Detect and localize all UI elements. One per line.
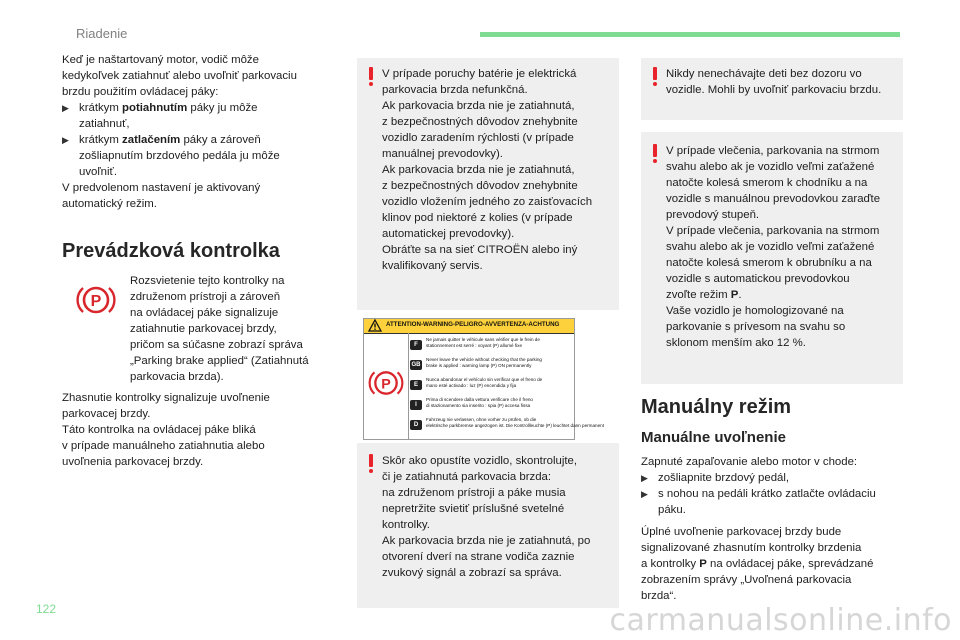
warning-box-children bbox=[641, 58, 903, 120]
parking-brake-warning-label-image bbox=[363, 318, 604, 440]
warning-triangle-icon bbox=[368, 319, 382, 332]
text-line: signalizované zhasnutím kontrolky brzdenia bbox=[641, 542, 862, 554]
label-row: F Ne jamais quitter le véhicule sans vérifier que le frein de stationnement est serré : voyant (P) allumé fixe bbox=[410, 336, 571, 356]
bullet-arrow-icon: ▶ bbox=[62, 135, 69, 145]
text-line: Zhasnutie kontrolky signalizuje uvoľnenie bbox=[62, 392, 270, 404]
text-line: parkovanie s prívesom na svahu so bbox=[666, 321, 846, 333]
text-line: brzdu použitím ovládacej páky: bbox=[62, 86, 219, 98]
text-line: Zapnuté zapaľovanie alebo motor v chode: bbox=[641, 456, 858, 468]
label-row: I Prima di scendere dalla vettura verificare che il freno di stazionamento sia inserito : spia (P) accesa fissa bbox=[410, 396, 571, 416]
language-code: I bbox=[410, 400, 422, 410]
text-line: svahu alebo ak je vozidlo veľmi zaťažené bbox=[666, 161, 875, 173]
text-line: Rozsvietenie tejto kontrolky na bbox=[130, 275, 285, 287]
watermark: carmanualsonline.info bbox=[609, 603, 952, 638]
text-line: Ak parkovacia brzda nie je zatiahnutá, bbox=[382, 100, 575, 112]
section-heading: Prevádzková kontrolka bbox=[62, 240, 280, 262]
text-line: manuálnej prevodovky). bbox=[382, 148, 503, 160]
text-line: na združenom prístroji a páke musia bbox=[382, 487, 566, 499]
label-row: GB Never leave the vehicle without checking that the parking brake is applied : warning lamp (P) ON permanently bbox=[411, 357, 542, 368]
text-line: „Parking brake applied“ (Zatiahnutá bbox=[130, 355, 309, 367]
text-line: parkovacia brzda). bbox=[130, 371, 224, 383]
text-line: klinov pod niektoré z kolies (v prípade bbox=[382, 212, 573, 224]
text-line: pričom sa súčasne zobrazí správa bbox=[130, 339, 303, 351]
text-line: vozidle s automatickou prevodovkou bbox=[666, 273, 850, 285]
text-line: nepretržite svietiť príslušné svetelné bbox=[382, 503, 565, 515]
intro-paragraph bbox=[62, 52, 342, 212]
text-line: Úplné uvoľnenie parkovacej brzdy bude bbox=[641, 526, 842, 538]
text-line: zvoľte režim P. bbox=[666, 289, 742, 301]
bullet-item: ▶ s nohou na pedáli krátko zatlačte ovládaciu bbox=[641, 488, 876, 500]
text-line: prevodový stupeň. bbox=[666, 209, 760, 221]
text-line: Táto kontrolka na ovládacej páke bliká bbox=[62, 424, 256, 436]
text-line: z bezpečnostných dôvodov znehybnite bbox=[382, 180, 578, 192]
text-line: a kontrolky P na ovládacej páke, sprevádzané bbox=[641, 558, 874, 570]
text-line: Keď je naštartovaný motor, vodič môže bbox=[62, 54, 259, 66]
text-line: V prípade poruchy batérie je elektrická bbox=[382, 68, 577, 80]
text-line: kontrolky. bbox=[382, 519, 430, 531]
text-line: uvoľnenia parkovacej brzdy. bbox=[62, 456, 204, 468]
language-code: F bbox=[410, 340, 422, 350]
text-line: parkovacia brzda nefunkčná. bbox=[382, 84, 528, 96]
exclamation-icon bbox=[366, 454, 376, 474]
text-line: natočte kolesá smerom k chodníku a na bbox=[666, 177, 868, 189]
text-line: združenom prístroji a zároveň bbox=[130, 291, 281, 303]
svg-text:P: P bbox=[381, 376, 391, 393]
text-line: V prípade vlečenia, parkovania na strmom bbox=[666, 225, 880, 237]
warning-box-leaving-vehicle bbox=[357, 443, 619, 608]
label-header: ATTENTION-WARNING-PELIGRO-AVVERTENZA-ACHTUNG bbox=[364, 319, 574, 334]
text-line: vozidle s manuálnou prevodovkou zaraďte bbox=[666, 193, 881, 205]
exclamation-icon bbox=[650, 67, 660, 87]
text-line: sklonom menším ako 12 %. bbox=[666, 337, 806, 349]
text-line: vozidlo zaradením rýchlosti (v prípade bbox=[382, 132, 574, 144]
text-line: Vaše vozidlo je homologizované na bbox=[666, 305, 844, 317]
manual-release-steps bbox=[641, 454, 916, 518]
text-line: páku. bbox=[658, 504, 686, 516]
language-code: E bbox=[410, 380, 422, 390]
text-line: Nikdy nenechávajte deti bez dozoru vo bbox=[666, 68, 862, 80]
text-line: zobrazením správy „Uvoľnená parkovacia bbox=[641, 574, 852, 586]
text-line: zatiahnuť, bbox=[79, 118, 130, 130]
text-line: na ovládacej páke signalizuje bbox=[130, 307, 279, 319]
lamp-description bbox=[130, 273, 345, 385]
text-line: zatiahnutie parkovacej brzdy, bbox=[130, 323, 277, 335]
section-heading: Manuálny režim bbox=[641, 396, 792, 418]
text-line: vozidle. Mohli by uvoľniť parkovaciu brzdu. bbox=[666, 84, 882, 96]
text-line: otvorení dverí na strane vodiča zaznie bbox=[382, 551, 575, 563]
bullet-arrow-icon: ▶ bbox=[641, 489, 648, 499]
text-line: v prípade manuálneho zatiahnutia alebo bbox=[62, 440, 265, 452]
text-line: V predvolenom nastavení je aktivovaný bbox=[62, 182, 261, 194]
text-line: zošliapnutím brzdového pedála ju môže bbox=[79, 150, 280, 162]
text-line: natočte kolesá smerom k obrubníku a na bbox=[666, 257, 872, 269]
text-line: z bezpečnostných dôvodov znehybnite bbox=[382, 116, 578, 128]
text-line: či je zatiahnutá parkovacia brzda: bbox=[382, 471, 552, 483]
exclamation-icon bbox=[650, 144, 660, 164]
text-line: brzda“. bbox=[641, 590, 677, 602]
text-line: Ak parkovacia brzda nie je zatiahnutá, po bbox=[382, 535, 591, 547]
text-line: Obráťte sa na sieť CITROËN alebo iný bbox=[382, 244, 578, 256]
header-accent-bar bbox=[480, 32, 900, 37]
language-code: D bbox=[410, 420, 422, 430]
text-line: V prípade vlečenia, parkovania na strmom bbox=[666, 145, 880, 157]
label-row: D Fahrzeug nie verlassen, ohne vorher zu prüfen, ob die elektrische parkbremse angezogen ist. Die Kontrollleuchte (P) leuchtet dann permanent bbox=[410, 416, 571, 436]
release-paragraph bbox=[62, 390, 347, 470]
exclamation-icon bbox=[366, 67, 376, 87]
text-line: Skôr ako opustíte vozidlo, skontrolujte, bbox=[382, 455, 578, 467]
text-line: zvukový signál a zobrazí sa správa. bbox=[382, 567, 562, 579]
full-release-paragraph bbox=[641, 524, 916, 604]
text-line: automatický režim. bbox=[62, 198, 157, 210]
section-title: Riadenie bbox=[76, 26, 128, 41]
bullet-arrow-icon: ▶ bbox=[641, 473, 648, 483]
text-line: kvalifikovaný servis. bbox=[382, 260, 483, 272]
text-line: kedykoľvek zatiahnuť alebo uvoľniť parkovaciu bbox=[62, 70, 297, 82]
parking-brake-warning-icon bbox=[76, 282, 116, 318]
warning-box-battery bbox=[357, 58, 619, 310]
page-number: 122 bbox=[36, 602, 57, 616]
language-code: GB bbox=[411, 362, 421, 368]
text-line: parkovacej brzdy. bbox=[62, 408, 151, 420]
parking-brake-lamp-icon bbox=[368, 367, 404, 399]
text-line: automatickej prevodovky). bbox=[382, 228, 515, 240]
text-line: Ak parkovacia brzda nie je zatiahnutá, bbox=[382, 164, 575, 176]
subsection-heading: Manuálne uvoľnenie bbox=[641, 429, 786, 446]
svg-text:P: P bbox=[90, 293, 102, 310]
bullet-item: ▶ zošliapnite brzdový pedál, bbox=[641, 472, 790, 484]
bullet-item: ▶ krátkym zatlačením páky a zároveň bbox=[62, 134, 261, 146]
warning-box-towing-slope bbox=[641, 132, 903, 384]
bullet-item: ▶ krátkym potiahnutím páky ju môže bbox=[62, 102, 258, 114]
bullet-arrow-icon: ▶ bbox=[62, 103, 69, 113]
text-line: svahu alebo ak je vozidlo veľmi zaťažené bbox=[666, 241, 875, 253]
label-row: E Nunca abandonar el vehículo sin verificar que el freno de mano esté activado : luz (P) encendida y fija bbox=[410, 376, 571, 396]
text-line: vozidlo vložením jedného zo zaisťovacích bbox=[382, 196, 593, 208]
text-line: uvoľniť. bbox=[79, 166, 117, 178]
